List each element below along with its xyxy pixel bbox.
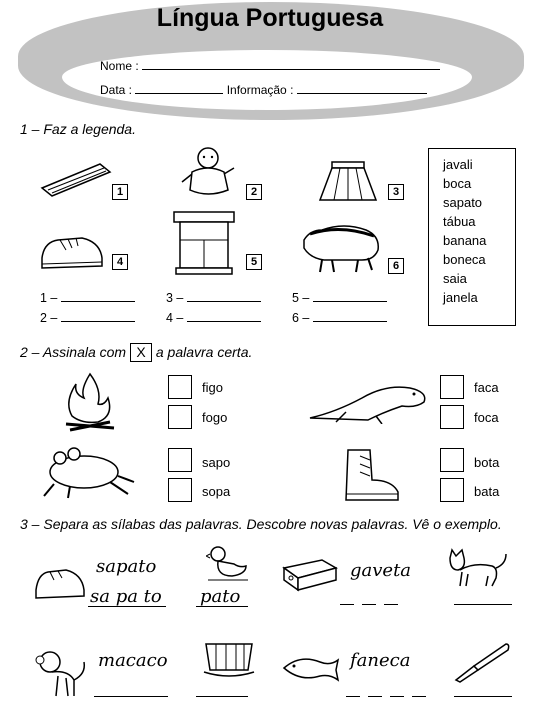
word-bank-item: sapato: [443, 195, 483, 210]
drawer-icon: [278, 556, 340, 592]
option-label: foca: [474, 410, 499, 425]
page-title: Língua Portuguesa: [156, 4, 384, 32]
legend-line-1[interactable]: 1 –: [40, 290, 135, 305]
option-checkbox-fogo[interactable]: [168, 405, 192, 429]
example-new-word: pato: [200, 586, 241, 607]
answer-line[interactable]: [362, 604, 376, 605]
fire-icon: [62, 372, 118, 432]
answer-line[interactable]: [412, 696, 426, 697]
picture-number: 2: [246, 184, 262, 200]
name-label: Nome :: [100, 59, 139, 73]
q3-word: gaveta: [350, 560, 412, 581]
answer-line: [88, 606, 166, 607]
answer-line[interactable]: [94, 696, 168, 697]
answer-line[interactable]: [454, 604, 512, 605]
option-checkbox-figo[interactable]: [168, 375, 192, 399]
legend-line-3[interactable]: 3 –: [166, 290, 261, 305]
option-label: bata: [474, 484, 500, 499]
option-checkbox-bata[interactable]: [440, 478, 464, 502]
option-checkbox-foca[interactable]: [440, 405, 464, 429]
word-bank-item: boca: [443, 176, 472, 191]
info-label: Informação :: [226, 83, 294, 97]
answer-line[interactable]: [196, 696, 248, 697]
word-bank-item: janela: [443, 290, 478, 305]
picture-number: 6: [388, 258, 404, 274]
legend-line-5[interactable]: 5 –: [292, 290, 387, 305]
boot-icon: [340, 446, 402, 506]
option-checkbox-bota[interactable]: [440, 448, 464, 472]
q3-word: faneca: [350, 650, 411, 671]
answer-line[interactable]: [390, 696, 404, 697]
option-label: fogo: [202, 410, 228, 425]
shoe-icon: [34, 564, 86, 602]
q1-title: 1 – Faz a legenda.: [20, 121, 136, 137]
duck-icon: [206, 544, 250, 584]
cradle-icon: [202, 636, 256, 678]
name-line[interactable]: [142, 58, 440, 70]
x-mark-box: X: [130, 343, 152, 362]
fish-icon: [280, 652, 342, 686]
knife-icon: [452, 640, 512, 684]
picture-number: 1: [112, 184, 128, 200]
window-icon: [172, 210, 236, 276]
date-field[interactable]: [100, 82, 427, 97]
legend-line-6[interactable]: 6 –: [292, 310, 387, 325]
info-line[interactable]: [297, 82, 427, 94]
option-checkbox-sapo[interactable]: [168, 448, 192, 472]
seal-icon: [306, 378, 430, 424]
answer-line[interactable]: [346, 696, 360, 697]
cat-icon: [444, 548, 510, 588]
picture-number: 3: [388, 184, 404, 200]
picture-number: 4: [112, 254, 128, 270]
word-bank-item: javali: [443, 157, 473, 172]
word-bank: [428, 148, 516, 326]
answer-line[interactable]: [384, 604, 398, 605]
word-bank-item: banana: [443, 233, 487, 248]
option-label: figo: [202, 380, 223, 395]
legend-line-2[interactable]: 2 –: [40, 310, 135, 325]
answer-line[interactable]: [454, 696, 512, 697]
skirt-icon: [318, 160, 378, 204]
example-word: sapato: [96, 556, 157, 577]
option-checkbox-sopa[interactable]: [168, 478, 192, 502]
plank-icon: [40, 160, 112, 200]
example-syllables: sa pa to: [90, 586, 162, 607]
answer-line[interactable]: [368, 696, 382, 697]
date-label: Data :: [100, 83, 133, 97]
option-label: sopa: [202, 484, 231, 499]
option-label: sapo: [202, 455, 231, 470]
picture-number: 5: [246, 254, 262, 270]
q3-word: macaco: [98, 650, 168, 671]
word-bank-item: saia: [443, 271, 467, 286]
shoe-icon: [38, 228, 106, 274]
q3-title: 3 – Separa as sílabas das palavras. Descobre novas palavras. Vê o exemplo.: [20, 516, 502, 532]
word-bank-item: boneca: [443, 252, 486, 267]
q2-title: 2 – Assinala com X a palavra certa.: [20, 344, 253, 360]
option-checkbox-faca[interactable]: [440, 375, 464, 399]
date-line[interactable]: [135, 82, 223, 94]
legend-line-4[interactable]: 4 –: [166, 310, 261, 325]
word-bank-item: tábua: [443, 214, 476, 229]
monkey-icon: [34, 648, 88, 700]
option-label: faca: [474, 380, 499, 395]
name-field[interactable]: [100, 58, 440, 73]
option-label: bota: [474, 455, 500, 470]
answer-line[interactable]: [340, 604, 354, 605]
boar-icon: [300, 218, 382, 274]
frog-icon: [40, 442, 136, 500]
answer-line: [196, 606, 248, 607]
doll-icon: [178, 142, 240, 200]
